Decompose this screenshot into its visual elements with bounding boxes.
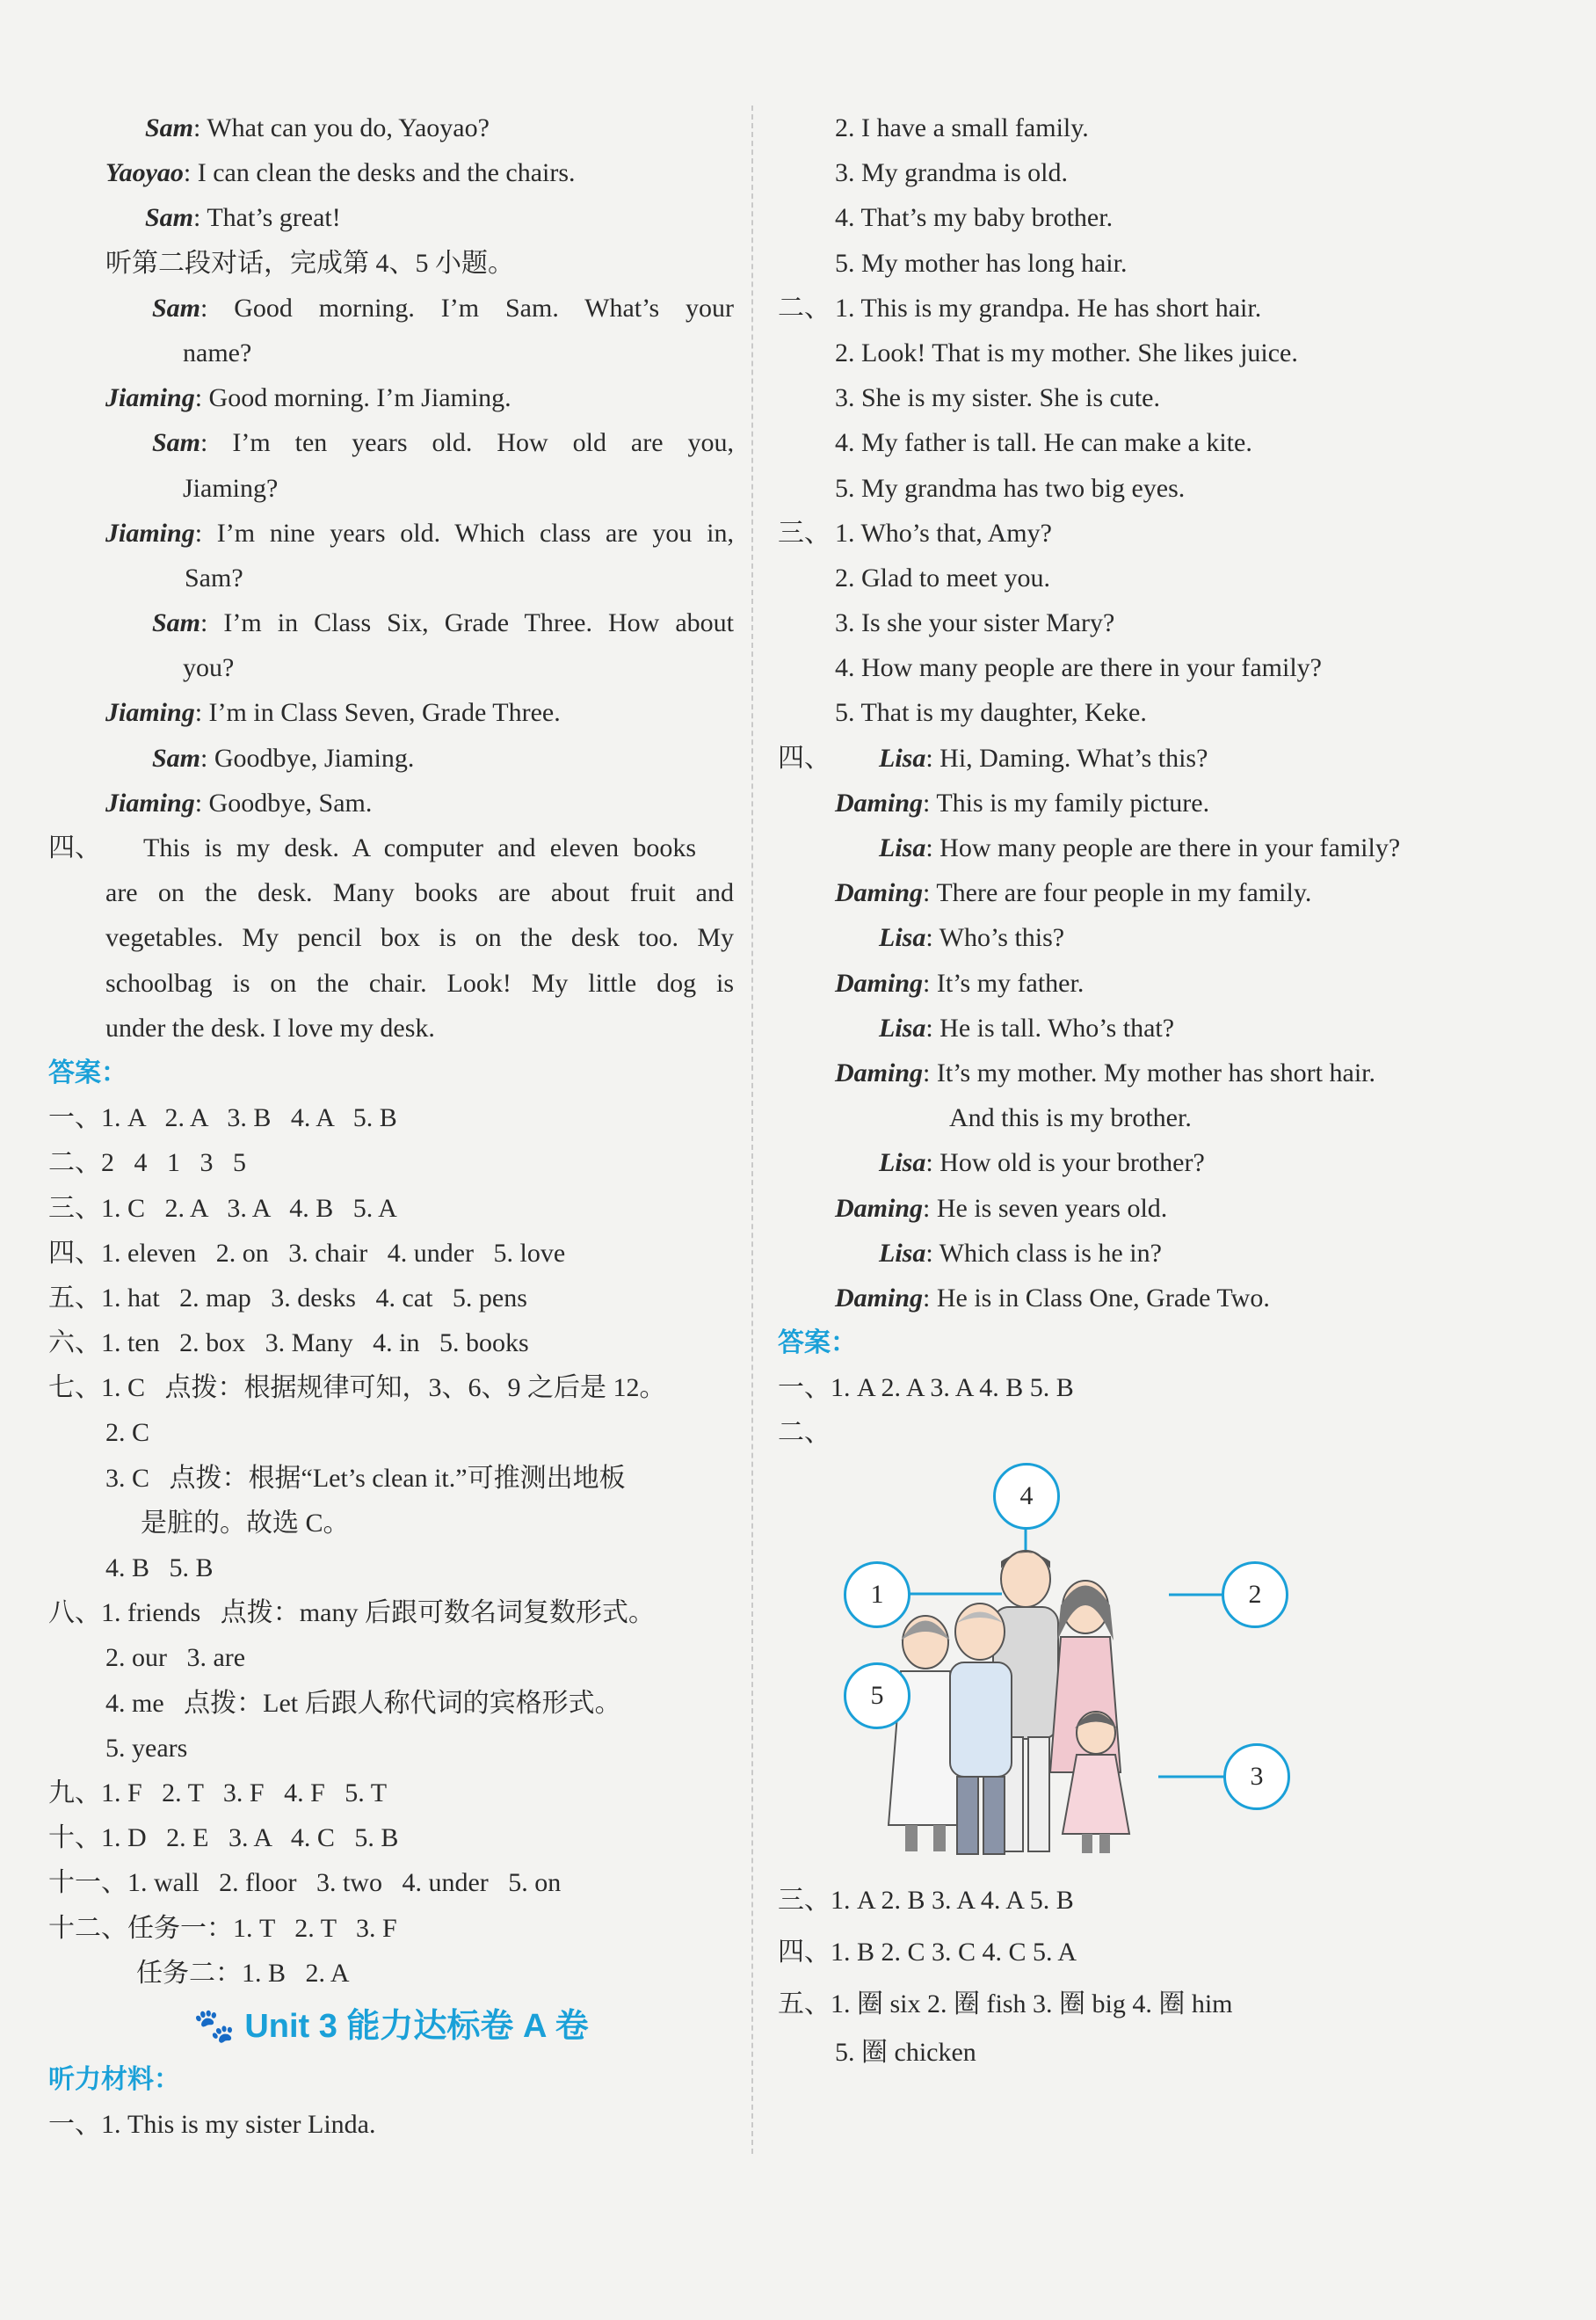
passage-line: vegetables. My pencil box is on the desk too. My [105,923,734,953]
line-text: : There are four people in my family. [923,878,1312,908]
dialogue-line [48,511,734,556]
speaker: Sam [152,428,201,458]
label: 三、 [778,1885,831,1915]
part-text: 5. My grandma has two big eyes. [835,473,1186,503]
part-line [778,511,1498,556]
part1-line: 3. My grandma is old. [835,158,1068,188]
dialogue-line-cont: name? [183,338,252,367]
part-line [778,645,1498,690]
speaker: Sam [152,293,201,323]
passage-line: under the desk. I love my desk. [105,1013,435,1043]
part-line [778,556,1498,600]
ans5 [778,1982,1498,2026]
answer-line [48,1860,734,1905]
answer-line [48,1501,734,1545]
line-text: : I’m in Class Six, Grade Three. How about [200,608,734,638]
answer-line [48,1545,734,1590]
part-line [778,600,1498,645]
answer-text: 1. wall 2. floor 3. two 4. under 5. on [127,1868,562,1898]
answer-label: 一、 [48,1103,101,1133]
label: 五、 [778,1989,831,2018]
answer-label: 八、 [48,1598,101,1628]
text: 1. This is my sister Linda. [101,2110,376,2140]
line-text: : He is tall. Who’s that? [925,1013,1175,1043]
text: 1. A 2. A 3. A 4. B 5. B [831,1373,1074,1403]
answer-text: 1. hat 2. map 3. desks 4. cat 5. pens [101,1283,527,1313]
answer-text: 1. C 2. A 3. A 4. B 5. A [101,1193,397,1223]
dialogue-line [48,150,734,195]
number-circle-2: 2 [1222,1561,1288,1628]
dialogue-line [48,600,734,645]
ans3 [778,1878,1498,1923]
part-text: 4. My father is tall. He can make a kite. [835,428,1252,458]
answer-text: 任务一：1. T 2. T 3. F [127,1913,397,1943]
answer-line [48,1681,734,1726]
unit-title-text: Unit 3 能力达标卷 A 卷 [244,2007,589,2045]
answer-text: 是脏的。故选 C。 [141,1508,350,1538]
part-text: 2. Look! That is my mother. She likes juice. [835,338,1298,367]
listening-first [48,2102,734,2147]
part1-line: 2. I have a small family. [835,113,1089,142]
passage-label: 四、 [48,833,101,862]
line-text: : I can clean the desks and the chairs. [183,158,576,188]
part1-line: 4. That’s my baby brother. [835,203,1114,233]
number-circle-1: 1 [844,1561,910,1628]
part-text: 5. That is my daughter, Keke. [835,698,1147,728]
speaker: Yaoyao [105,158,184,188]
left-column [48,105,734,2147]
line-text: : It’s my father. [923,968,1085,998]
speaker: Jiaming [105,698,195,728]
line-text: : Good morning. I’m Sam. What’s your [200,293,734,323]
dialogue-line [48,105,734,150]
speaker: Lisa [879,1148,926,1178]
family-figure [778,1421,1498,1878]
line-text: : Goodbye, Jiaming. [200,743,415,773]
part-line [778,466,1498,511]
speaker: Daming [835,788,924,818]
answer-text: 4. B 5. B [105,1553,214,1582]
passage-text: This is my desk. A computer and eleven books [143,833,696,862]
dialogue-line [48,195,734,240]
dialogue-line-cont: Sam? [185,563,243,593]
answer-text: 2. our 3. are [105,1643,246,1673]
answer-line [48,1906,734,1951]
part-text: 1. This is my grandpa. He has short hair. [835,293,1262,323]
part-line [778,375,1498,420]
speaker: Daming [835,1193,924,1223]
dialogue-line [48,736,734,781]
part-text: 2. Glad to meet you. [835,563,1050,593]
line-text: : Goodbye, Sam. [194,788,373,818]
speaker: Lisa [879,743,926,773]
answer-line [48,1726,734,1771]
answer-label: 五、 [48,1283,101,1313]
line-text: : This is my family picture. [923,788,1210,818]
answer-label: 三、 [48,1193,101,1223]
dialogue-line [778,1276,1498,1320]
dialogue-line-cont: you? [183,653,235,683]
speaker: Lisa [879,1013,926,1043]
part-label: 四、 [778,743,831,773]
label: 一、 [778,1373,831,1403]
part-text: 3. Is she your sister Mary? [835,608,1115,638]
dialogue-line [778,1051,1498,1095]
speaker: Sam [145,113,194,142]
answer-label: 四、 [48,1238,101,1268]
answer-text: 2 4 1 3 5 [101,1148,246,1178]
dialogue2-intro: 听第二段对话，完成第 4、5 小题。 [105,248,514,278]
speaker: Jiaming [105,788,195,818]
ans1 [778,1365,1498,1410]
dialogue-line [778,961,1498,1006]
listening-title: 听力材料： [48,2064,180,2094]
line-text: : Hi, Daming. What’s this? [925,743,1208,773]
speaker: Lisa [879,1238,926,1268]
answer-text: 1. F 2. T 3. F 4. F 5. T [101,1778,388,1807]
dialogue-line [778,825,1498,870]
answer-line [48,1590,734,1635]
label: 四、 [778,1937,831,1967]
line-text: : That’s great! [193,203,341,233]
dialogue-line-cont: Jiaming? [183,473,279,503]
dialogue-line [778,1140,1498,1185]
family-illustration [778,1421,1498,1878]
speaker: Daming [835,968,924,998]
line-text: : Which class is he in? [925,1238,1162,1268]
answer-label: 九、 [48,1778,101,1807]
dialogue-line [778,915,1498,960]
answer-line [48,1140,734,1185]
dialogue-line [48,286,734,331]
dialogue-line [48,690,734,735]
dialogue-line-cont: And this is my brother. [949,1103,1192,1133]
answers-title: 答案： [48,1058,127,1087]
line-text: : He is in Class One, Grade Two. [923,1283,1270,1313]
line-text: : I’m nine years old. Which class are you in, [194,518,734,548]
line-text: : Who’s this? [925,923,1065,953]
line-text: : I’m ten years old. How old are you, [200,428,734,458]
passage-line [48,825,734,870]
answer-text: 2. C [105,1418,150,1448]
ans2-label: 二、 [778,1418,831,1448]
ans4 [778,1930,1498,1975]
right-column [778,105,1498,2075]
answer-text: 4. me 点拨：Let 后跟人称代词的宾格形式。 [105,1688,621,1718]
part-line [778,420,1498,465]
part-line [778,286,1498,331]
answer-label: 十二、 [48,1913,127,1943]
part-label: 三、 [778,518,831,548]
dialogue-line [778,1186,1498,1231]
speaker: Jiaming [105,383,195,413]
speaker: Daming [835,1058,924,1087]
line-text: : How many people are there in your family? [925,833,1401,862]
dialogue-line [48,375,734,420]
answer-line [48,1365,734,1410]
number-circle-3: 3 [1223,1743,1290,1810]
answer-line [48,1231,734,1276]
line-text: : It’s my mother. My mother has short hair. [923,1058,1375,1087]
answer-text: 1. friends 点拨：many 后跟可数名词复数形式。 [101,1598,655,1628]
answer-line [48,1186,734,1231]
part-text: 4. How many people are there in your family? [835,653,1322,683]
answer-label: 二、 [48,1148,101,1178]
answer-text: 5. years [105,1733,188,1763]
line-text: : Good morning. I’m Jiaming. [194,383,511,413]
line-text: : What can you do, Yaoyao? [193,113,490,142]
answer-line [48,1635,734,1680]
answer-text: 任务二：1. B 2. A [136,1958,350,1988]
answer-text: 1. C 点拨：根据规律可知，3、6、9 之后是 12。 [101,1373,666,1403]
line-text: : How old is your brother? [925,1148,1205,1178]
part-text: 1. Who’s that, Amy? [835,518,1052,548]
answer-label: 七、 [48,1373,101,1403]
answer-label: 六、 [48,1328,101,1358]
part-text: 3. She is my sister. She is cute. [835,383,1160,413]
dialogue-line [778,1006,1498,1051]
part-line [778,331,1498,375]
part1-line: 5. My mother has long hair. [835,248,1128,278]
text: 1. B 2. C 3. C 4. C 5. A [831,1937,1077,1967]
part-label: 二、 [778,293,831,323]
dialogue-line [778,870,1498,915]
answer-line [48,1951,734,1996]
answer-line [48,1276,734,1320]
speaker: Daming [835,1283,924,1313]
ans5-cont: 5. 圈 chicken [835,2038,976,2068]
dialogue-line [48,420,734,465]
answer-text: 1. eleven 2. on 3. chair 4. under 5. love [101,1238,566,1268]
answer-line [48,1095,734,1140]
text: 1. 圈 six 2. 圈 fish 3. 圈 big 4. 圈 him [831,1989,1233,2018]
text: 1. A 2. B 3. A 4. A 5. B [831,1885,1074,1915]
passage-line: are on the desk. Many books are about fruit and [105,878,734,908]
answer-label: 十一、 [48,1868,127,1898]
speaker: Jiaming [105,518,195,548]
answer-line [48,1815,734,1860]
answer-text: 3. C 点拨：根据“Let’s clean it.”可推测出地板 [105,1463,626,1493]
speaker: Sam [152,608,201,638]
answer-line [48,1320,734,1365]
speaker: Sam [152,743,201,773]
dialogue-line [48,781,734,825]
number-circle-5: 5 [844,1662,910,1729]
answer-text: 1. A 2. A 3. B 4. A 5. B [101,1103,397,1133]
speaker: Lisa [879,833,926,862]
answer-line [48,1410,734,1455]
dialogue-line [778,736,1498,781]
speaker: Lisa [879,923,926,953]
column-divider [751,105,753,2154]
passage-line: schoolbag is on the chair. Look! My little dog is [105,968,734,998]
answer-label: 十、 [48,1823,101,1853]
paw-icon: 🐾 [193,2007,236,2045]
grandpa-figure [950,1604,1012,1854]
answer-text: 1. D 2. E 3. A 4. C 5. B [101,1823,399,1853]
unit-title [48,1996,734,2057]
right-answers-title: 答案： [778,1328,857,1358]
label: 一、 [48,2110,101,2140]
answer-line [48,1771,734,1815]
line-text: : He is seven years old. [923,1193,1168,1223]
dialogue-line [778,1231,1498,1276]
answer-text: 1. ten 2. box 3. Many 4. in 5. books [101,1328,529,1358]
answer-line [48,1456,734,1501]
dialogue-line [778,781,1498,825]
speaker: Daming [835,878,924,908]
line-text: : I’m in Class Seven, Grade Three. [194,698,561,728]
speaker: Sam [145,203,194,233]
part-line [778,690,1498,735]
number-circle-4: 4 [993,1463,1060,1530]
